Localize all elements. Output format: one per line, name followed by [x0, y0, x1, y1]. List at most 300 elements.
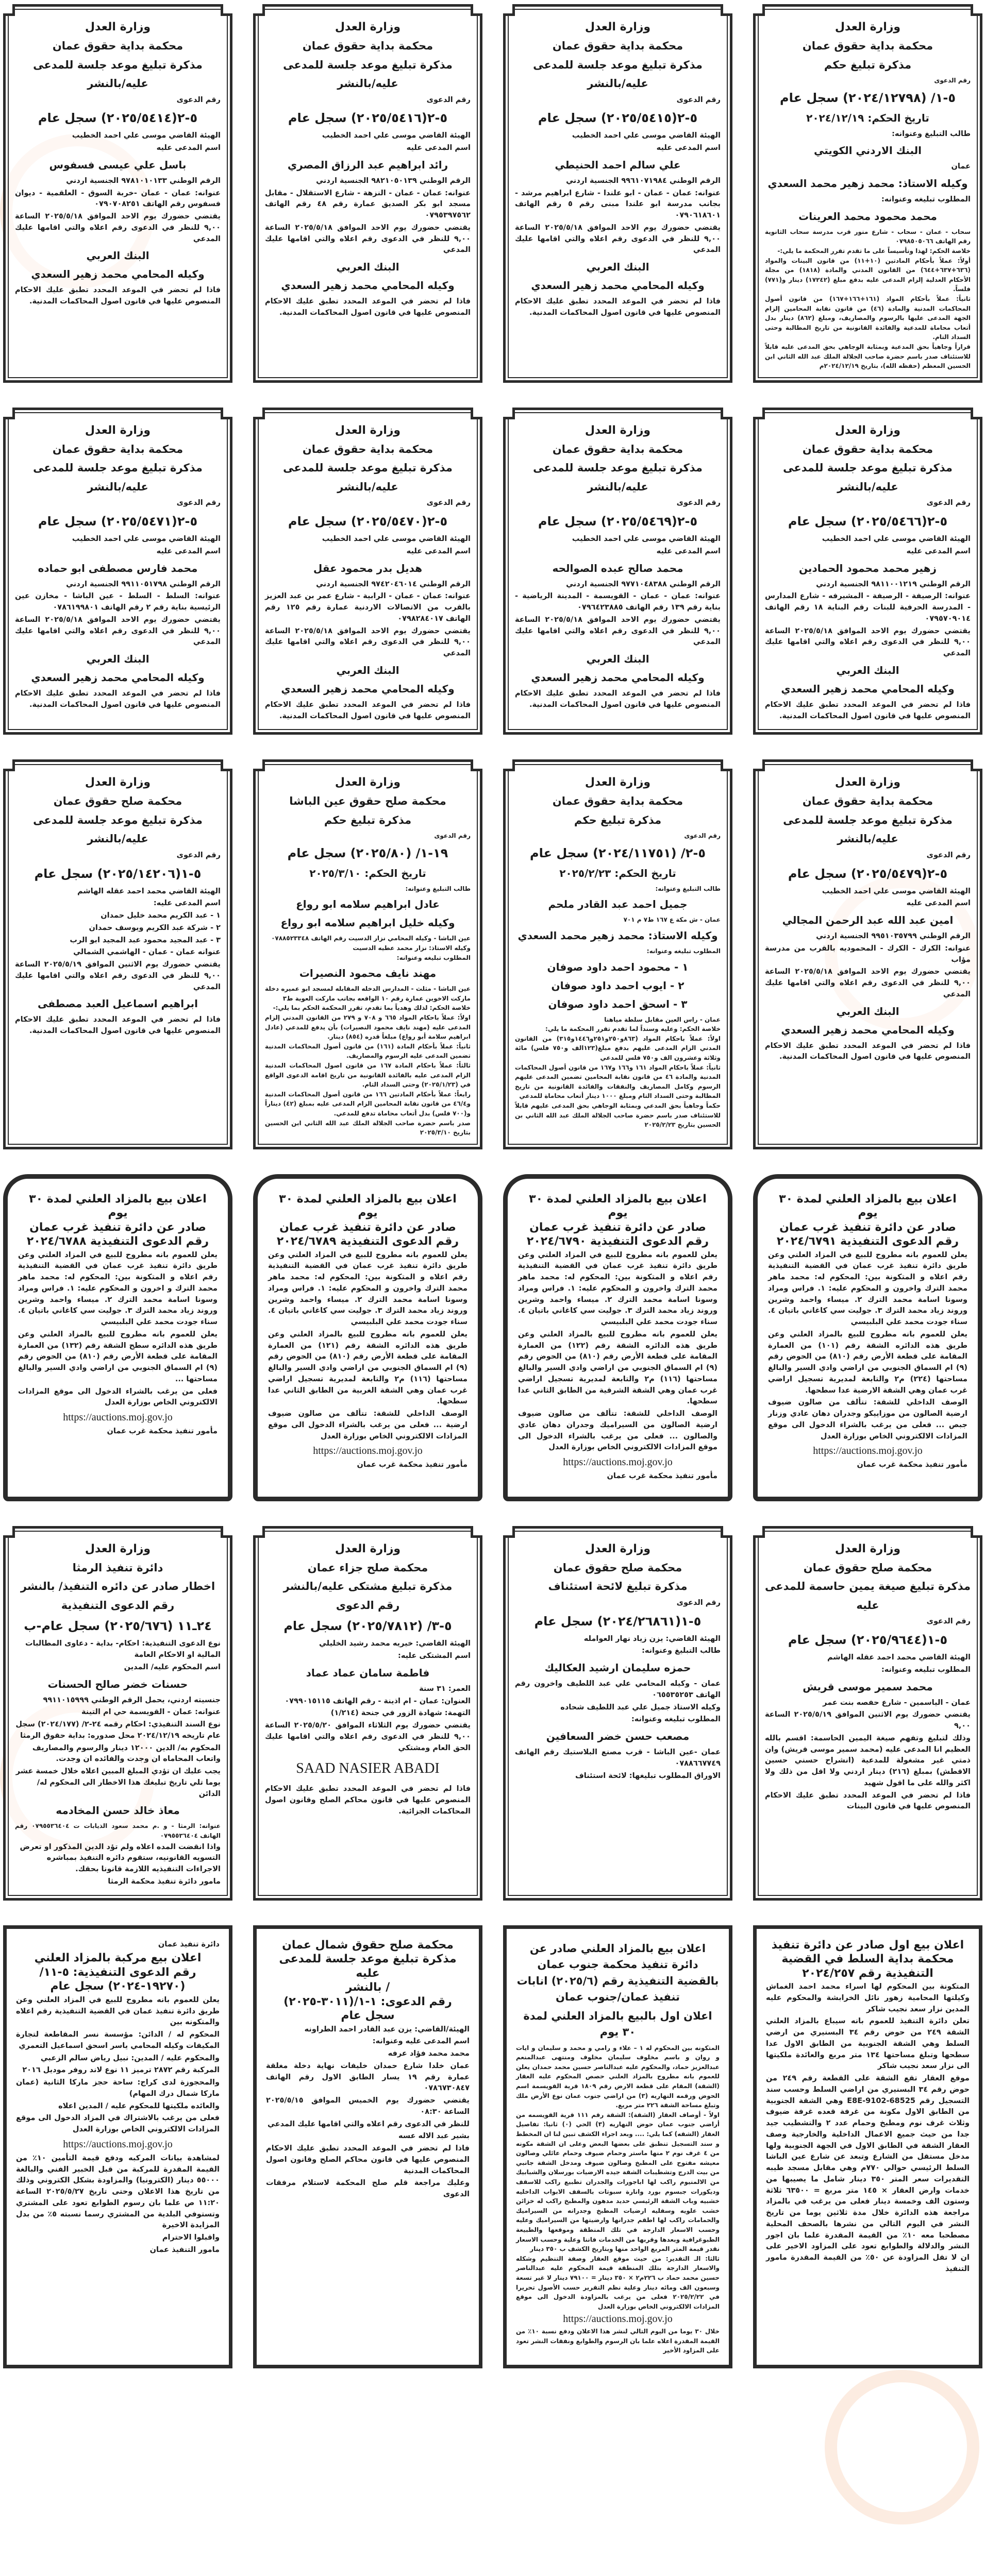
- field-label: الهيئة القاضي موسى علي احمد الخطيب: [822, 887, 971, 895]
- field-label: رقم الدعوى: [426, 95, 471, 104]
- notice-heading: عليه/بالنشر: [587, 77, 648, 90]
- field-label: المطلوب تبليغه وعنوانه:: [881, 1665, 971, 1674]
- notice-title: سجل عام: [341, 2009, 395, 2023]
- party-name: فاطمة سامان عماد عماد: [306, 1666, 430, 1679]
- body-text: ٢ - شركة عبد الكريم ويوسف حمدان: [89, 923, 221, 932]
- party-name: البنك العربي: [586, 261, 649, 273]
- party-name: معاذ خالد حسن المخادمه: [56, 1804, 180, 1817]
- case-number: ٢٤ـ١١ (٢٠٢٥/٦٧٦) سجل عام-ب: [24, 1619, 212, 1634]
- body-text: فاذا لم تحضر في الموعد المحدد تطبق عليك الاحكام المنصوص عليها في قانون اصول المحاكمات المدنية.: [765, 1041, 971, 1061]
- watermark-logo: [825, 2370, 979, 2524]
- notice-heading: مذكرة تبليغ حكم: [824, 58, 912, 71]
- small-text: المطلوب تبليغه وعنوانه:: [646, 947, 721, 955]
- body-text: الرقم الوطني ٩٧٤٢٠٤٦٠١٤ الجنسية اردني: [316, 580, 471, 588]
- notice-title: محكمة بداية السلط في القضية: [781, 1953, 954, 1966]
- legal-notice: [253, 1174, 482, 1501]
- body-text: يقتضي حضورك يوم الثلاثاء الموافق ٢٠٢٥/٥/٢٠ الساعة ٩,٠٠ للنظر في الدعوى رقم اعلاه والتي اقامها عليك الحق العام ومشتكي: [265, 1721, 471, 1752]
- notices-row-2: [3, 408, 982, 735]
- notice-title: رقم الدعوى التنفيذية ٢٠٢٤/٦٧٨٩: [276, 1235, 459, 1248]
- case-number: ٥-٢(٢٠٢٥/٥٤٧٩) سجل عام: [788, 866, 948, 881]
- party-name: وكيله المحامي محمد زهير السعدي: [31, 268, 205, 281]
- party-name: البنك العربي: [586, 653, 649, 665]
- party-name: محمد صالح عبده الصوالحه: [552, 562, 683, 574]
- party-name: وكيله الاستاذ: محمد زهير محمد السعدي: [517, 929, 718, 942]
- small-text: المتكونه بين المحكوم له ١ – علاء و رامي و محمد و سليمان و ايات و روان و باسم مخلوف سليمان مخلوف ومنتهى عبدالمنعم عبدالعزيز حماد، والمحكوم عليه عبدالناصر حسين محمد حمدان يعلن للعموم بانه مطروح بالمزاد العلني حصص المحكوم عليه العقار (الشقة) المقام على قطعة الارض رقم ١٨٠٩ قرية القويسمة اسم الحوض ورقمه النهاريه (٣) من اراضي جنوب عمان نوع الأرض ملك وتبلغ مساحة الشقة ٢٢٦ متر مربع.: [516, 2044, 720, 2109]
- body-text: بشير عبد الاله عسه: [398, 2132, 470, 2141]
- case-number: ٥-٢(٢٠٢٥/٥٤٦٩) سجل عام: [538, 514, 698, 529]
- field-label: اسم المدعى عليه: [156, 144, 221, 152]
- body-text: فاذا لم تحضر في الموعد المحدد تطبق عليك الاحكام المنصوص عليها في قانون اصول المحاكمات المدنية.: [515, 297, 721, 317]
- body-text: موقع العقار تقع الشقة على القطعة رقم ٢٤٩ من حوض رقم ٣٤ البسنيري من اراضي السلط وحسب سند التسجيل رقم 68525-E8E-9102 وهي الشقة الجنوبية من الطابق الاول مكونة من غرفة قعده غرفة ضيوف وثلاث غرف نوم ومطبخ وحمام عدد ٢ والتشطيب جيد جدا من حيث جميع الاعمال الداخلية والخارجية وصف العقار الشقة في الطابق الاول في الجهة الجنوبية ولها مدخل مستقل من الشارع وتبعد عن شارع عين الباشا السلط الرئيسي حوالي ٧٧٠م وهي مقابل مسجد طيبه التقديرات سعر المتر ٣٥٠ دينار شامل ما يصيبها من خدمات وارض العقار × ١٤٥ متر مربع = ٦٣٥٠٠ ثلاثة وستون الف وخمسة دينار فعلى من يرغب في بالمزاد مراجعة هذه الدائرة خلال مدة ثلاثين يوما من تاريخ النشر في اليوم التالي من نشرها بالصحف المحلية مصطحبا معه ١٠٪ من القيمة المقدرة علما بان اجور النشر والدلالة والطوابع تعود على المزاود الاخير على ان لا تقل المزاودة عن ٥٠٪ من القيمة المقدرة مامور التنفيذ: [766, 2074, 970, 2273]
- body-text: يقتضي حضورك يوم الاحد الموافق ٢٠٢٥/٥/١٨ الساعة ٩,٠٠ للنظر في الدعوى رقم اعلاه والتي اقامها عليك المدعي: [15, 212, 221, 243]
- field-label: اسم المدعى عليه: [406, 547, 471, 555]
- party-name: وكيله المحامي محمد زهير السعدي: [781, 682, 955, 695]
- notice-heading: محكمة بداية حقوق عمان: [302, 40, 433, 52]
- notice-title: صادر عن دائرة تنفيذ غرب عمان: [279, 1221, 456, 1234]
- field-label: عنوانه: عمان - القويسمة حي ام التينة: [81, 1708, 221, 1717]
- legal-notice: [753, 1925, 982, 2368]
- field-label: رقم الدعوى: [176, 95, 221, 104]
- party-name: باسل علي عيسى فسفوس: [49, 158, 187, 171]
- notice-heading: محكمة بداية حقوق عمان: [552, 40, 683, 52]
- party-name: جميل احمد عبد القادر ملحم: [548, 898, 688, 911]
- party-name: وكيله الاستاذ: محمد زهير محمد السعدي: [767, 177, 968, 190]
- field-label: الهيئة القاضي موسى علي احمد الخطيب: [72, 131, 221, 140]
- notice-heading: مذكرة تبليغ مشتكى عليه/بالنشر: [283, 1580, 453, 1593]
- party-name: ٢ - ايوب احمد داود صوفان: [551, 979, 685, 992]
- body-text: الاوراق المطلوب تبليغها: لائحة استئناف: [575, 1771, 721, 1780]
- body-text: الرقم الوطني ٩٩٦١٠٧١٩٨٤ الجنسية اردني: [566, 176, 721, 185]
- field-label: اسم المدعى عليه: [656, 547, 721, 555]
- ministry-heading: وزارة العدل: [85, 423, 151, 437]
- notice-heading: محكمة صلح حقوق عمان: [553, 1561, 682, 1574]
- field-label: مأمور تنفيذ محكمة غرب عمان: [357, 1461, 468, 1469]
- small-text: ثالثا: الـ التقدير: من حيث موقع العقار وصفة التنظيم وشكله والاسعار الدارجة بتلك المنطقة قيمة المحكوم عليه عبدالناصر حسين محمد حماد ب ٢٢٦م٢ × ٣٥٠ دينار = ٧٩١٠٠ دينار لا غير تسعة وسبعون الف ومائه دينار وعلية نظم التقرير حسب الأصول تحريرا في ٢٠٢٥/٢/٢٢ فعلى من يرغب بالمزاودة الدخول الى موقع المزادات الالكتروني الخاص بوزارة العدل: [516, 2255, 720, 2310]
- field-label: مأمور تنفيذ محكمة غرب عمان: [107, 1427, 218, 1436]
- notice-title: صادر عن دائرة تنفيذ غرب عمان: [29, 1221, 206, 1234]
- field-label: اسم المدعى عليه:: [153, 899, 221, 908]
- ministry-heading: وزارة العدل: [335, 423, 401, 437]
- body-text: عمان -عين الباشا - قرب مصنع البلاستيك رقم الهاتف ٠٧٨٨٦٦٧٧٤٩: [515, 1748, 721, 1768]
- body-text: تعلن دائرة التنفيذ للعموم بانه سيباع بالمزاد العلني الشقة ٢٤٩ من حوض رقم ٣٤ البسنيري من ارضي السلط وهي الشقة الجنوبية من الطابق الاول عدا سطحها وتبلغ مساحتها ١٣٤ متر مربع والعائدة ملكيتها الى نزار سعد نجيب شاكر: [766, 2017, 970, 2071]
- ministry-heading: وزارة العدل: [335, 21, 401, 33]
- case-number: ٥-١/ (٢٠٢٤/١٢٧٩٨) سجل عام: [780, 90, 956, 105]
- body-text: اسم المدعى عليه وعنوانه:: [372, 2037, 470, 2046]
- legal-notice: [503, 4, 732, 383]
- body-text: عنوانه: عمان - عمان - القويسمة - المدينة الرياضية - بناية رقم ١٣٩ رقم الهاتف ٠٧٩٦٤٢٣٨٨٥: [515, 592, 721, 612]
- notice-heading: عليه/بالنشر: [87, 480, 148, 493]
- notice-heading: محكمة صلح حقوق عمان: [803, 1561, 932, 1574]
- body-text: فاذا لم تحضر في الموعد المحدد تطبق عليك الاحكام المنصوص عليها في قانون محاكم الصلح وقانون اصول المحاكمات المدنية: [266, 2144, 470, 2175]
- small-text: عمان - ش مكة ع ١٦٧ ط٧ م ٧٠١: [623, 916, 721, 924]
- case-number: ٥-٢(٢٠٢٥/٥٤١٤) سجل عام: [38, 111, 198, 126]
- party-name: وكيله المحامي محمد زهير السعدي: [781, 1023, 955, 1036]
- field-label: رقم الدعوى: [426, 499, 471, 507]
- legal-notice: [3, 1526, 232, 1901]
- field-label: واذا انقضت المده اعلاه ولم تؤد الدين المذكور او تعرض التسويه القانونيه، ستقوم دائره التنفيذ بمباشره الاجراءات التنفيذيه اللازمة قانونا بحقك.: [20, 1842, 221, 1874]
- notice-heading: عليه/بالنشر: [837, 833, 898, 845]
- case-number: ٥-٢/ (٢٠٢٤/١١٧٥١) سجل عام: [530, 845, 706, 860]
- ministry-heading: وزارة العدل: [834, 776, 901, 789]
- field-label: مأمور تنفيذ محكمة غرب عمان: [857, 1461, 967, 1469]
- small-text: خلال ٣٠ يوما من اليوم التالي لنشر هذا الاعلان ودفع نسبة ١٠٪ من القيمة المقدرة اعلاه علما بان الرسوم والطوابع ونفقات النشر تعود على المزاود الأخير: [516, 2328, 720, 2354]
- body-text: عنوانه: عمان - عمان -خربة السوق - العلقمية - ديوان فسفوس رقم الهاتف ٠٧٩٠٧٠٨٢٥١: [15, 189, 221, 209]
- small-text: خلاصة الحكم: لذلك وهدياً بما تقدم، تقرر المحكمة الحكم بما يلي:-: [273, 1004, 471, 1012]
- case-number: ٥-٢(٢٠٢٥/٥٤٦٦) سجل عام: [788, 514, 948, 529]
- legal-notice: [3, 1174, 232, 1501]
- notice-title: (١٩٢٧٠-٢٠٢٤) سجل عام: [50, 1980, 186, 1993]
- field-label: اسم المدعى عليه: [906, 899, 971, 908]
- party-name: وكيله المحامي محمد زهير السعدي: [281, 682, 455, 695]
- field-label: المطلوب تبليغه وعنوانه:: [881, 195, 971, 204]
- auction-url[interactable]: https://auctions.moj.gov.jo: [813, 1445, 923, 1457]
- ministry-heading: وزارة العدل: [85, 776, 151, 789]
- notice-title: اعلان بيع بالمزاد العلني لمدة ٣٠ يوم: [29, 1192, 207, 1220]
- case-number: ٥-٣/ (٢٠٢٥/٧٨١٢) سجل عام: [283, 1619, 452, 1634]
- notice-title: اعلان بيع بالمزاد العلني لمدة ٣٠ يوم: [529, 1192, 707, 1220]
- body-text: يقتضي حضورك يوم الاثنين الموافق ٢٠٢٥/٥/١٩ الساعة ٩,٠٠ للنظر في الدعوى رقم اعلاه والتي اقامها عليك المدعي: [15, 960, 221, 991]
- body-text: يقتضي حضورك يوم الاحد الموافق ٢٠٢٥/٥/١٨ الساعة ٩,٠٠ للنظر في الدعوى رقم اعلاه والتي اقامها عليك المدعي: [765, 968, 971, 998]
- body-text: عمان - الياسمين - شارع حفصه بنت عمر: [823, 1698, 971, 1707]
- notice-heading: مذكرة تبليغ لائحة استئناف: [548, 1580, 688, 1593]
- notice-heading: مذكرة تبليغ موعد جلسة للمدعى: [533, 58, 703, 71]
- body-text: الرقم الوطني ٩٨١١٠٠١٢١٩ الجنسية اردني: [816, 580, 971, 588]
- party-name: البنك العربي: [336, 664, 399, 676]
- case-number: ٥-١(٢٠٢٥/١٤٢٠٦) سجل عام: [34, 866, 202, 881]
- field-label: اسم المدعى عليه: [156, 547, 221, 555]
- party-name: هديل بدر محمود عقل: [313, 562, 423, 574]
- field-label: مأمور تنفيذ محكمة غرب عمان: [607, 1472, 717, 1481]
- party-name: البنك العربي: [836, 1005, 899, 1018]
- field-label: رقم الدعوى: [926, 499, 971, 507]
- body-text: الرقم الوطني ٩٨٢١٠٥٠١٣٩ الجنسية اردني: [316, 176, 471, 185]
- auction-url[interactable]: https://auctions.moj.gov.jo: [563, 1456, 673, 1468]
- body-text: الوصف الداخلي للشقة: تتألف من صالون ضيوف ارضية الصالون من السيراميك وجدران دهان عادي والصالون ... فعلى من يرغب بالشراء الدخول الى موقع المزادات الالكتروني الخاص بوزارة العدل: [518, 1410, 717, 1452]
- body-text: يعلن للعموم بانه مطروح للبيع في المزاد العلني وعن طريق دائرة تنفيذ عمان في القضية التنفيذية رقم اعلاه والمتكونه بين: [16, 1995, 220, 2027]
- field-label: رقم الدعوى: [926, 1617, 971, 1626]
- body-text: يقتضي حضورك يوم الاحد الموافق ٢٠٢٥/٥/١٨ الساعة ٩,٠٠ للنظر في الدعوى رقم اعلاه والتي اقامها عليك المدعي: [515, 615, 721, 647]
- notice-title: مذكرة تبليغ موعد جلسة للمدعى عليه: [279, 1953, 457, 1980]
- body-text: فاذا لم تحضر في الموعد المحدد تطبق عليك الاحكام المنصوص عليها في قانون اصول المحاكمات المدنية.: [765, 700, 971, 720]
- notice-heading: مذكرة تبليغ موعد جلسة للمدعى: [533, 462, 703, 474]
- notice-heading: عليه/بالنشر: [837, 480, 898, 493]
- body-text: عمان - وكيله المحامي علي عبد اللطيف واخرون رقم الهاتف ٠٦٥٥٣٥٢٥٣: [515, 1680, 721, 1699]
- party-name: ابراهيم اسماعيل العبد مصطفى: [38, 997, 198, 1010]
- body-text: المركبة رقم ٢٨٧٢ ترميز ١١ نوع لاند روفر موديل ٢٠١٦: [22, 2066, 220, 2075]
- body-text: فاذا لم تحضر في الموعد المحدد تطبق عليك الاحكام المنصوص عليها في قانون اصول المحاكمات المدنية.: [265, 297, 471, 317]
- complainant-name: SAAD NASIER ABADI: [296, 1760, 440, 1777]
- small-text: رقم الدعوى: [934, 77, 971, 84]
- party-name: البنك العربي: [86, 653, 149, 665]
- party-name: وكيله المحامي محمد زهير السعدي: [31, 671, 205, 684]
- body-text: العنوان: عمان - ام اذينة - رقم الهاتف ٠٧٩٩٠١٥١١٥: [285, 1697, 471, 1705]
- field-label: دائرة تنفيذ عمان: [158, 1940, 220, 1948]
- party-name: وكيله المحامي محمد زهير السعدي: [531, 279, 705, 292]
- case-number: ٥-٢(٢٠٢٥/٥٤١٥) سجل عام: [538, 111, 698, 126]
- auction-url[interactable]: https://auctions.moj.gov.jo: [63, 2138, 173, 2150]
- notice-title: صادر عن دائرة تنفيذ غرب عمان: [779, 1221, 956, 1234]
- party-name: وكيله خليل ابراهيم سلامه ابو رواع: [280, 917, 455, 929]
- field-label: رقم الدعوى: [926, 851, 971, 859]
- small-text: ثانياً: عملاً باحكام المواد ١٦١ و١٦٦ و١٦٧ من قانون أصول المحاكمات المدنية والمادة ٤٦ من قانون نقابة المحامين تضمين المدعى عليهم الرسوم وكامل المصاريف والنفقات والفائدة القانونية من تاريخ المطالبة وحتى السداد التام ومبلغ ١٠٠٠ دينار أتعاب محاماة للمدعي: [515, 1063, 721, 1100]
- field-label: المحكوم به/ الدين ١٢٠٠٠ دينار والرسوم والمصاريف واتعاب المحاماه ان وجدت والفائده ان وجدت.: [32, 1743, 221, 1764]
- legal-notice: [753, 759, 982, 1149]
- party-name: محمد محمود محمد العرينات: [798, 210, 937, 223]
- notices-row-1: [3, 4, 982, 383]
- body-text: عنوانه: السلط - السلط - عين الباشا - مخازن عين الرئيسية بناية رقم ٢ رقم الهاتف ٠٧٨٦١٩٩٨٠١: [15, 592, 221, 612]
- notice-title: صادر عن دائرة تنفيذ غرب عمان: [529, 1221, 706, 1234]
- notice-heading: محكمة بداية حقوق عمان: [552, 795, 683, 808]
- field-label: نوع الدعوى التنفيذية: احكام- بداية - دعاوى المطالبات المالية او الاحكام العامة: [25, 1639, 221, 1659]
- body-text: الرقم الوطني ٩٧٨١٠١٠١٣٣ الجنسية اردني: [66, 176, 221, 185]
- body-text: والمحكوم عليه / المدين: نبيل رياض سالم الزعبي: [40, 2054, 220, 2062]
- small-text: طالب التبليغ وعنوانه:: [655, 885, 721, 892]
- small-text: رقم الدعوى: [684, 832, 721, 840]
- party-name: امين عبد الله عبد الرحمن المجالي: [782, 914, 954, 926]
- notice-heading: مذكرة تبليغ موعد جلسة للمدعى: [283, 58, 453, 71]
- notice-heading: محكمة بداية حقوق عمان: [802, 443, 933, 455]
- notice-heading: اعلان اول بالبيع بالمزاد العلني لمدة ٣٠ يوم: [523, 2009, 712, 2039]
- legal-notice: [3, 1925, 232, 2368]
- notice-heading: محكمة بداية حقوق عمان: [52, 40, 183, 52]
- body-text: الرقم الوطني ٩٩٥١٠٣٥٧٩٩ الجنسية اردني: [816, 932, 971, 940]
- body-text: يعلن للعموم بانه مطروح للبيع بالمزاد العلني وعن طريق هذه الدائره سطح الشقة رقم (١٣٢) من العمارة المقامة على قطعة الأرض رقم (٨١٠) من الحوض رقم (٩) ام السماق الجنوبي من اراضي وادي السير والبالغ مساحتها ...: [18, 1330, 218, 1383]
- field-label: الهيئة القاضي موسى علي احمد الخطيب: [322, 535, 471, 543]
- notice-title: اعلان بيع بالمزاد العلني لمدة ٣٠ يوم: [779, 1192, 957, 1220]
- small-text: صدر باسم حضرة صاحب الجلالة الملك عبد الله الثاني ابن الحسين بتاريخ ٢٠٢٥/٣/١٠: [265, 1119, 471, 1137]
- case-number: ٥-٢(٢٠٢٥/٥٤١٦) سجل عام: [288, 111, 448, 126]
- body-text: فاذا لم تحضر في الموعد المحدد تطبق عليك الاحكام المنصوص عليها في قانون اصول المحاكمات المدنية.: [265, 700, 471, 720]
- small-text: اولاً - أوصاف العقار (الشقة): الشقة رقم ١١١ قرية القويسمه من أراضي جنوب عمان حوض النهاريه (٣) الحي (٠) ثانيا: تفاصيل العقار (الشقه) كما يلي: .... وبعد اجراء الكشف تبين لنا ان المخطط و سند التسجيل تنطبق على بعضها البعض وعلى ان الشقة مكونه من ٤ غرف نوم ٢ منها ماستر وحمام ضيوف وحمام عائلي وصالون معيشه مفتوح على المطبخ وصالون ضيوف ومدخل الشقة جانبي من بيت الدرج وتشطيبات الشقة جيده الارضيات بورسلان والشبابيك من الالمنيوم راكب لها اباجورات والجدران تطبيع راكب للاسقف وديكورات جبسوم بورد وانارة سبوتات بالسقف الابواب الداخليه خشبيه وباب الشقة الرئيسي حديد مدهون والمطبخ راكب له خزائن خشب علويه وسفليه ارضيات المطبخ وجدرانه من السيراميك والحمامات راكب لها اطقم جدرانها وارضيتها من السيراميك وعليه وحسب الاسعار الدارجة في تلك المنطقة وموقعها والطبيعة الطبوغرافية وبعدها وقربها من الخدمات فاننا وعلية وحسب الاسعار نقدر قيمة المتر المربع الواحد منها وبتاريخ الكشف ب ٣٥٠ دينار: [516, 2111, 720, 2253]
- body-text: الوصف الداخلي للشقة: تتألف من صالون ضيوف ارضية الصالون من موزاييكو وجدران دهان عادي وزنار جبص ... فعلى من يرغب بالشراء الدخول الى موقع المزادات الالكتروني الخاص بوزارة العدل: [768, 1398, 967, 1440]
- small-text: قراراً وجاهياً بحق المدعية وبمثابة الوجاهي بحق المدعى عليه قابلاً للاستئناف صدر باسم حضرة صاحب الجلالة الملك عبد الله الثاني ابن الحسين المعظم (حفظه الله)، بتاريخ ٢٠٢٤/١٢/١٩م: [765, 343, 971, 370]
- party-name: محمد سمير موسى قريش: [803, 1680, 933, 1693]
- party-name: مهند نايف محمود النصيرات: [299, 967, 437, 980]
- body-text: عنوانه: الكرك - الكرك - المحموديه بالقرب من مدرسة مؤاب: [765, 944, 971, 964]
- legal-notice: [3, 408, 232, 735]
- small-text: طالب التبليغ وعنوانه:: [405, 885, 471, 892]
- body-text: الهيئة/القاضي: يزن عبد القادر احمد الطراونه: [304, 2025, 470, 2033]
- legal-notice: [503, 759, 732, 1149]
- party-name: مصعب حسن خضر السعافين: [546, 1730, 690, 1743]
- ministry-heading: وزارة العدل: [85, 21, 151, 33]
- notice-heading: رقم الدعوى: [336, 1599, 400, 1612]
- body-text: يعلن للعموم بانه مطروح للبيع في المزاد العلني وعن طريق دائرة تنفيذ غرب عمان في القضية التنفيذية رقم اعلاه و المتكونة بين: المحكوم له: محمد ماهر محمد الترك و اخرون و المحكوم عليه: ١. فراس ومراد وسونا اسامة محمد الترك ٢. ميساء واحمد وشرين وروند زياد محمد الترك ٣. جوليت سي كاغاني باتيان ٤. سناء جودت محمد علي البلبيسي: [18, 1250, 218, 1327]
- notices-row-6: [3, 1925, 982, 2368]
- body-text: عنوانه: الرصيفة - الرصيفة - المشيرفه - شارع المدارس - المدرسة الحرفية للبنات رقم البناية ١٨ رقم الهاتف ٠٧٩٥٧٠٩٠١٤: [765, 592, 971, 623]
- legal-notice: [253, 408, 482, 735]
- body-text: يقتضي حضورك يوم الاحد الموافق ٢٠٢٥/٥/١٨ الساعة ٩,٠٠ للنظر في الدعوى رقم اعلاه والتي اقامها عليك المدعي: [265, 626, 471, 657]
- notice-heading: محكمة صلح حقوق عمان: [53, 795, 182, 808]
- body-text: واقبلوا الاحترام: [162, 2233, 220, 2242]
- small-text: ثالثاً: عملاً باحكام المادة ١٦٧ من قانون اصول المحاكمات المدنية الزام المدعى عليه بالفائدة القانونية من تاريخ اقامة الدعوى الواقع في (٢٠٢٥/١/٢٣) وحتى السداد التام.: [265, 1061, 471, 1089]
- legal-notice: [253, 1526, 482, 1901]
- field-label: الهيئة القاضي موسى علي احمد الخطيب: [822, 535, 971, 543]
- auction-url[interactable]: https://auctions.moj.gov.jo: [313, 1445, 423, 1457]
- legal-notice: [503, 1526, 732, 1901]
- body-text: وعليك مراجعة قلم صلح المحكمة لاستلام مرفقات الدعوى: [266, 2179, 470, 2199]
- ministry-heading: وزارة العدل: [834, 1542, 901, 1555]
- party-name: البنك الاردني الكويتي: [814, 144, 922, 157]
- field-label: عمان: [951, 162, 971, 171]
- notice-heading: محكمة بداية حقوق عمان: [52, 443, 183, 455]
- notice-title: رقم الدعوى التنفيذية: ٥-١١/: [39, 1965, 196, 1979]
- small-text: حكماً وجاهياً بحق المدعي وبمثابة الوجاهي بحق المدعى عليهم قابلاً للاستئناف صدر باسم حضرة صاحب الجلالة الملك عبد الله الثاني بن الحسين بتاريخ ٢٠٢٥/٢/٢٣: [515, 1101, 721, 1129]
- small-text: عنوانه: الرمثا - و .م محمد سعود الذيابات ت ٠٧٩٥٥٣٦٤٠٤ رقم الهاتف ٠٧٩٥٥٣٦٤٠٤: [15, 1822, 221, 1840]
- field-label: رقم الدعوى: [176, 851, 221, 859]
- body-text: الرقم الوطني ٩٩١١٠٥١٧٩٨ الجنسية اردني: [66, 580, 221, 588]
- field-label: الهيئة القاضي: خيريه محمد رشيد الخليلي: [319, 1639, 471, 1648]
- field-label: الهيئة القاضي محمد احمد عقله الهاشم: [827, 1653, 971, 1662]
- body-text: يعلن للعموم بانه مطروح للبيع في المزاد العلني وعن طريق دائرة تنفيذ غرب عمان في القضية التنفيذية رقم اعلاه و المتكونة بين: المحكوم له: محمد ماهر محمد الترك واخرون و المحكوم عليه: ١. فراس ومراد وسونا اسامة محمد الترك ٢. ميساء واحمد وشرين وروند زياد محمد الترك ٣. جوليت سي كاغاني باتيان ٤. سناء جودت محمد علي البلبيسي: [768, 1250, 967, 1327]
- field-label: يجب عليك ان تؤدي المبلغ المبين اعلاه خلال خمسة عشر يوما تلي تاريخ تبليغك هذا الاخطار الى المحكوم له/ الدائن: [15, 1767, 221, 1798]
- notice-heading: عليه/بالنشر: [87, 833, 148, 845]
- ministry-heading: وزارة العدل: [85, 1542, 151, 1555]
- field-label: مامور دائرة تنفيذ محكمة الرمثا: [108, 1877, 221, 1886]
- small-text: المطلوب تبليغه وعنوانه:: [396, 954, 471, 961]
- legal-notice: [753, 1526, 982, 1901]
- notice-heading: مذكرة تبليغ حكم: [324, 814, 412, 826]
- ministry-heading: وزارة العدل: [335, 1542, 401, 1555]
- case-number: ٥-١(٢٠٢٥/٩٦٤٤) سجل عام: [788, 1633, 948, 1648]
- notice-heading: مذكرة تبليغ موعد جلسة للمدعى: [783, 462, 953, 474]
- notice-heading: محكمة بداية حقوق عمان: [802, 40, 933, 52]
- party-name: ٣ - اسحق احمد داود صوفان: [548, 997, 688, 1010]
- small-text: رقم الدعوى: [434, 832, 471, 840]
- small-text: وكيله الاستاذ: نزار محمد عطيه الدسيت: [353, 944, 471, 952]
- legal-notice: [503, 408, 732, 735]
- body-text: والمحجوزة لدى كراج: ساحة حجز ماركا الثانية (عمان ماركا شمال درك المهام): [16, 2078, 220, 2098]
- case-number: ٥-٢(٢٠٢٥/٥٤٧٠) سجل عام: [288, 514, 448, 529]
- notice-heading: مذكرة تبليغ موعد جلسة للمدعى: [33, 58, 203, 71]
- notice-heading: عليه/بالنشر: [87, 77, 148, 90]
- notice-heading: عليه/بالنشر: [337, 77, 398, 90]
- party-name: تاريخ الحكم: ٢٠٢٥/٣/١٠: [309, 867, 426, 879]
- notice-heading: مذكرة تبليغ موعد جلسة للمدعى: [33, 814, 203, 826]
- body-text: فعلى من يرغب بالشراء الدخول الى موقع المزادات الالكتروني الخاص بوزارة العدل: [18, 1387, 218, 1407]
- case-number: ٥-٢(٢٠٢٥/٥٤٧١) سجل عام: [38, 514, 198, 529]
- body-text: مامور التنفيذ عمان: [149, 2245, 220, 2254]
- body-text: يعلن للعموم بانه مطروح للبيع في المزاد العلني وعن طريق دائرة تنفيذ غرب عمان في القضية التنفيذية رقم اعلاه و المتكونة بين: المحكوم له: محمد ماهر محمد الترك واخرون و المحكوم عليه: ١. فراس ومراد وسونا اسامة محمد الترك ٢. ميساء واحمد وشرين وروند زياد محمد الترك ٣. جوليت سي كاغاني باتيان ٤. سناء جودت محمد علي البلبيسي: [268, 1250, 468, 1327]
- field-label: جنسيته اردني، يحمل الرقم الوطني ٩٩١١٠١٥٩٩٩: [43, 1696, 221, 1704]
- body-text: فاذا لم تحضر في الموعد المحدد تطبق عليك الاحكام المنصوص عليها في قانون اصول المحاكمات المدنية.: [15, 689, 221, 709]
- body-text: محمد محمد فؤاد عرفه: [388, 2049, 470, 2058]
- field-label: الهيئة القاضي موسى علي احمد الخطيب: [572, 535, 721, 543]
- body-text: فاذا لم تحضر في الموعد المحدد تطبق عليك الاحكام المنصوص عليها في قانون اصول المحاكمات المدنية.: [15, 1015, 221, 1035]
- body-text: للنظر في الدعوى رقم اعلاه والتي اقامها عليك المدعي: [268, 2120, 470, 2128]
- party-name: عادل ابراهيم سلامه ابو رواع: [296, 898, 440, 911]
- party-name: البنك العربي: [836, 664, 899, 676]
- party-name: تاريخ الحكم: ٢٠٢٤/١٢/١٩: [806, 111, 929, 124]
- body-text: يعلن للعموم بانه مطروح للبيع في المزاد العلني وعن طريق دائرة تنفيذ غرب عمان في القضية التنفيذية رقم اعلاه و المتكونة بين: المحكوم له: محمد ماهر محمد الترك واخرون و المحكوم عليه: ١. فراس ومراد وسونا اسامة محمد الترك ٢. ميساء واحمد وشرين وروند زياد محمد الترك ٣. جوليت سي كاغاني باتيان ٤. سناء جودت محمد علي البلبيسي: [518, 1250, 717, 1327]
- body-text: وكيله الاستاذ جميل علي عبد اللطيف شحاده: [560, 1703, 721, 1711]
- field-label: رقم الدعوى: [676, 499, 721, 507]
- body-text: يعلن للعموم بانه مطروح للبيع بالمزاد العلني وعن طريق هذه الدائره الشقة رقم (١٢١) من العمارة المقامة على قطعة الأرض رقم (٨١٠) من الحوض رقم (٩) ام السماق الجنوبي من اراضي وادي السير والبالغ مساحتها (١١٦) م٢ والتابعة لمديرية تسجيل اراضي غرب عمان وهي الشقة الغربية من الطابق الثاني عدا سطحها.: [268, 1330, 468, 1406]
- body-text: يعلن للعموم بانه مطروح للبيع بالمزاد العلني وعن طريق هذه الدائره الشقة رقم (١٠١) من العمارة المقامة على قطعة الأرض رقم (٨١٠) من الحوض رقم (٩) ام السماق الجنوبي من اراضي وادي السير والبالغ مساحتها (٢٢٤) م٢ والتابعة لمديرية تسجيل اراضي غرب عمان وهي الشقة الارضية عدا سطحها.: [768, 1330, 967, 1395]
- body-text: يقتضي حضورك يوم الخميس الموافق ٢٠٢٥/٥/١٥ الساعة ٠٨:٣٠: [266, 2096, 470, 2116]
- body-text: ٣ - عبد المجيد محمود عبد المجيد ابو الرب: [70, 936, 221, 944]
- case-number: ١٩-١/ (٢٠٢٥/٨٠) سجل عام: [287, 845, 448, 860]
- body-text: يعلن للعموم بانه مطروح للبيع بالمزاد العلني وعن طريق هذه الدائره الشقة رقم (١٢٢) من العمارة المقامة على قطعة الأرض رقم (٨١٠) من الحوض رقم (٩) ام السماق الجنوبي من اراضي وادي السير والبالغ مساحتها (١١٦) م٢ والتابعة لمديرية تسجيل اراضي غرب عمان وهي الشقة الشرقية من الطابق الثاني عدا سطحها.: [518, 1330, 717, 1406]
- notices-row-5: [3, 1526, 982, 1901]
- body-text: فاذا لم تحضر في الموعد المحدد تطبق عليك الاحكام المنصوص عليها في قانون اصول المحاكمات المدنية.: [15, 286, 221, 306]
- party-name: زهير محمد محمود الحمادين: [798, 562, 937, 574]
- party-name: حسنات خضر صالح الحسنات: [47, 1677, 188, 1690]
- party-name: رائد ابراهيم عبد الرزاق المصري: [287, 158, 448, 171]
- party-name: محمد فارس مصطفى ابو حماده: [38, 562, 198, 574]
- notice-title: رقم الدعوى التنفيذية ٢٠٢٤/٦٧٩٠: [526, 1235, 709, 1248]
- notice-heading: مذكرة تبليغ موعد جلسة للمدعى: [783, 814, 953, 826]
- party-name: البنك العربي: [336, 261, 399, 273]
- legal-notice: [753, 1174, 982, 1501]
- body-text: يقتضي حضورك يوم الاحد الموافق ٢٠٢٥/٥/١٨ الساعة ٩,٠٠ للنظر في الدعوى رقم اعلاه والتي اقامها عليك المدعي: [515, 223, 721, 255]
- ministry-heading: وزارة العدل: [585, 1542, 651, 1555]
- legal-notice: [3, 4, 232, 383]
- field-label: المطلوب تبليغه وعنوانه:: [631, 1715, 721, 1724]
- body-text: ١ - عبد الكريم محمد خليل حمدان: [101, 911, 221, 920]
- field-label: الهيئة القاضي موسى علي احمد الخطيب: [72, 535, 221, 543]
- body-text: عنوانه: عمان - عمان - الرابية - شارع عمر بن عبد العزيز بالقرب من الاتصالات الاردنية عمارة رقم ١٢٥ رقم الهاتف ٠٧٩٨٢٨٤٠١٧: [265, 592, 471, 623]
- ministry-heading: وزارة العدل: [585, 423, 651, 437]
- notice-heading: مذكرة تبليغ موعد جلسة للمدعى: [283, 462, 453, 474]
- small-text: ثانياً: عملاً بأحكام المواد (١٦١+١٦٦+١٦٧) من قانون أصول المحاكمات المدنية والمادة (٤٦) من قانون نقابة المحامين إلزام الجهة المدعى عليها بالرسوم والمصاريف، ومبلغ (٨٦٢) دينار بدل أتعاب محاماة للمدعية والفائدة القانونية من تاريخ المطالبة وحتى السداد التام.: [765, 295, 971, 341]
- party-name: وكيله المحامي محمد زهير السعدي: [531, 671, 705, 684]
- body-text: عنوانه عمان - عمان - الهاشمي الشمالي: [73, 948, 221, 957]
- legal-notice: [503, 1174, 732, 1501]
- notice-heading: مذكرة تبليغ حكم: [574, 814, 662, 826]
- notice-heading: محكمة صلح جزاء عمان: [307, 1561, 428, 1574]
- auction-url[interactable]: https://auctions.moj.gov.jo: [63, 1412, 173, 1423]
- notice-title: محكمة صلح حقوق شمال عمان: [282, 1938, 454, 1952]
- notice-title: / بالنشر: [345, 1981, 390, 1994]
- notice-heading: دائرة تنفيذ الرمثا: [72, 1561, 163, 1574]
- notice-heading: محكمة صلح حقوق عين الباشا: [289, 795, 446, 808]
- auction-url[interactable]: https://auctions.moj.gov.jo: [563, 2313, 673, 2325]
- small-text: عين الباشا - مثلث - المدارس الدخله المقابله لمسجد ابو عميره دخلة ماركت الاخوين عمارة رقم ١٠ الواقعه بجانب ماركت العوية ط٣: [265, 985, 471, 1002]
- small-text: ثانياً: عملاً بأحكام المادة (١٦١) من قانون أصول المحاكمات المدنية تضمين المدعى عليه الرسوم والمصاريف.: [265, 1042, 471, 1060]
- ministry-heading: وزارة العدل: [585, 776, 651, 789]
- small-text: خلاصة الحكم: وعليه وسنداً لما تقدم تقرر المحكمة ما يلي:: [545, 1025, 721, 1033]
- notice-heading: مذكرة تبليغ موعد جلسة للمدعى: [33, 462, 203, 474]
- body-text: العمر: ٣١ سنة: [419, 1684, 471, 1693]
- notice-heading: مذكرة تبليغ صيغة يمين حاسمة للمدعى: [765, 1580, 971, 1593]
- body-text: يقتضي حضورك يوم الاحد الموافق ٢٠٢٥/٥/١٨ الساعة ٩,٠٠ للنظر في الدعوى رقم اعلاه والتي اقامها عليك المدعي: [15, 615, 221, 647]
- small-text: رابعاً: عملاً بأحكام المادتين ١٦٦ من قانون أصول المحاكمات المدنية و٤٦/٤ من قانون نقابة المحامين الزام المدعى عليه بمبلغ (٤٢) ديناراً و(٧٠٠ فلس) بدل أتعاب محاماة تدفع للمدعي.: [265, 1090, 471, 1117]
- notice-heading: محكمة بداية حقوق عمان: [552, 443, 683, 455]
- small-text: اولاً: عملاً باحكام المواد (٨٦٣و٢٥٠و٢٥١و١٤٤٦و٣١٥) من القانون المدني الزام المدعى عليهم بدفع مبلغ(١٢٣الف و٧٥٠ فلس) مائة وثلاثة وعشرون الف و٧٥٠ فلس للمدعي: [515, 1035, 721, 1061]
- notice-title: اعلان بيع بالمزاد العلني لمدة ٣٠ يوم: [279, 1192, 457, 1220]
- notices-row-4: [3, 1174, 982, 1501]
- legal-notice: [3, 759, 232, 1149]
- body-text: عنوانه: عمان - عمان - ابو علندا - شارع ابراهيم مرشد - بجانب مدرسة ابو علندا مبنى رقم ٥ رقم الهاتف ٠٧٩٠٦١٨٦٠١: [515, 189, 721, 219]
- body-text: فعلى من يرغب بالاشتراك في المزاد الدخول الى موقع المزادات الالكتروني الخاص بوزارة العدل: [16, 2114, 220, 2134]
- small-text: عين الباشا - وكيله المحامي نزار الدسيت رقم الهاتف ٠٧٨٨٥٢٣٣٤٨: [271, 935, 471, 942]
- party-name: حمزه سليمان ارشيد العكاليك: [544, 1662, 691, 1674]
- field-label: الهيئة القاضي موسى علي احمد الخطيب: [572, 131, 721, 140]
- notice-heading: اعلان بيع بالمزاد العلني صادر عن دائرة تنفيذ محكمة جنوب عمان بالقضية التنفيذية رقم (٢٠٢٥/٦) انابات تنفيذ عمان/جنوب عمان: [516, 1942, 719, 2004]
- field-label: الهيئة القاضي موسى علي احمد الخطيب: [322, 131, 471, 140]
- legal-notice: [253, 759, 482, 1149]
- party-name: ١ - محمود احمد داود صوفان: [547, 960, 689, 973]
- small-text: أولاً: عملاً بأحكام المادتين (١٠+١١) من قانون البينات والمواد (٦٣٦+٦٣٧+٦٤٤) من القانون المدني والمادة (١٨١٨) من مجلة الأحكام العدلية إلزام المدعى عليه بدفع مبلغ (١٧٢٤٢) دينار و(٧٧١) فلساً.: [765, 257, 971, 293]
- body-text: الرقم الوطني ٩٧٧١٠٤٨٣٨٨ الجنسية اردني: [566, 580, 721, 588]
- field-label: طالب التبليغ وعنوانه:: [642, 1647, 721, 1655]
- body-text: يقتضي حضورك يوم الاحد الموافق ٢٠٢٥/٥/١٨ الساعة ٩,٠٠ للنظر في الدعوى رقم اعلاه والتي اقامها عليك المدعي: [765, 626, 971, 657]
- field-label: طالب التبليغ وعنوانه:: [892, 129, 971, 138]
- legal-notice: [253, 1925, 482, 2368]
- body-text: فاذا لم تحضر في الموعد المحدد تطبق عليك الاحكام المنصوص عليها في قانون اصول المحاكمات المدنية.: [515, 689, 721, 709]
- notice-title: رقم الدعوى التنفيذية ٢٠٢٤/٦٧٨٨: [26, 1235, 209, 1248]
